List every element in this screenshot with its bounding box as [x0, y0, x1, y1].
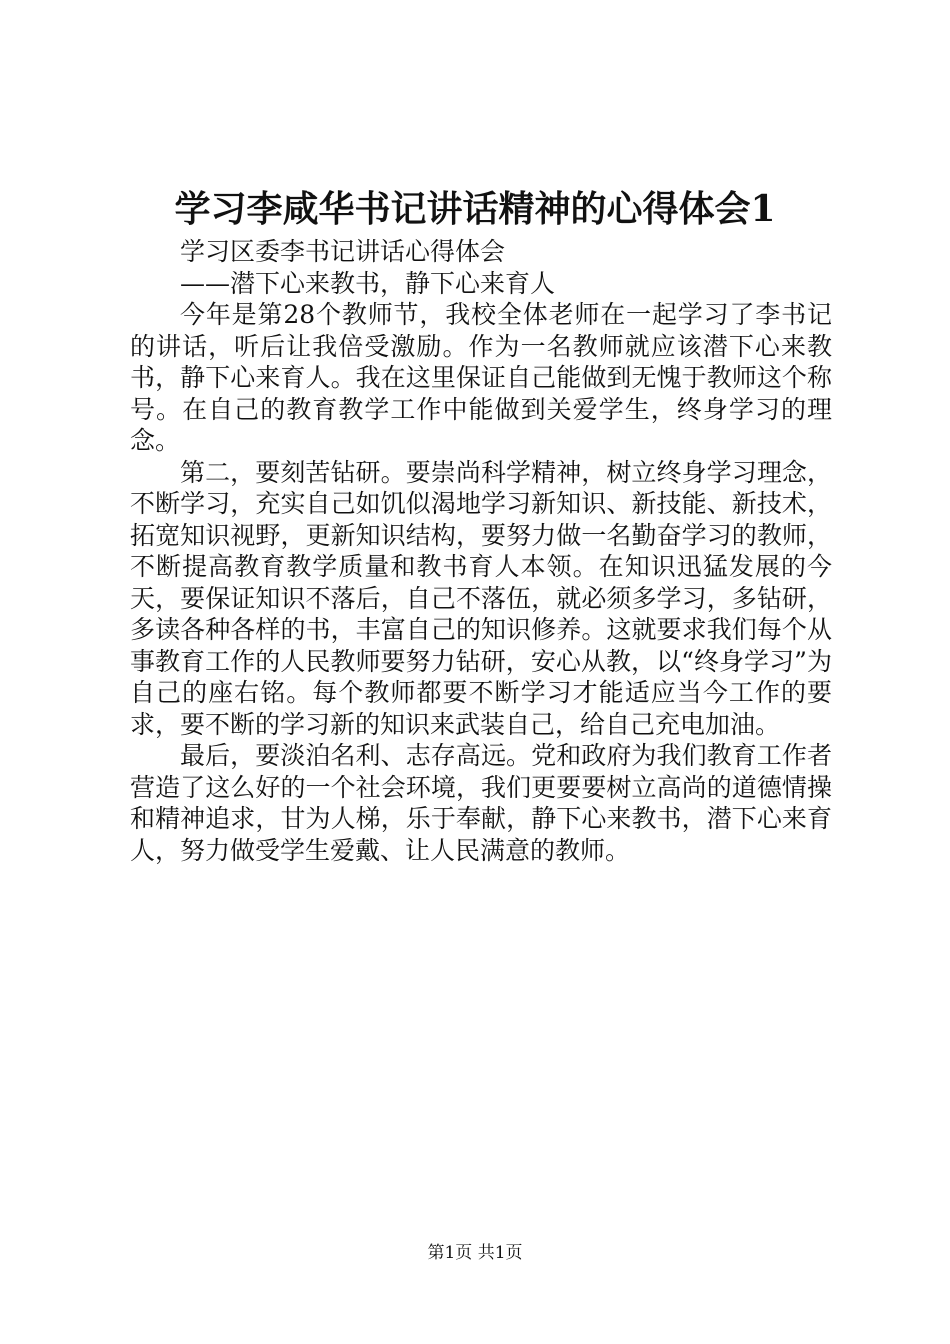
document-tagline: ——潜下心来教书，静下心来育人 — [180, 268, 556, 298]
document-title: 学习李咸华书记讲话精神的心得体会1 — [174, 188, 776, 230]
body-paragraph: 最后，要淡泊名利、志存高远。党和政府为我们教育工作者营造了这么好的一个社会环境，我们更要要树立高尚的道德情操和精神追求，甘为人梯，乐于奉献，静下心来教书，潜下心来育人，努力做受学生爱戴、让人民满意的教师。 — [130, 741, 832, 865]
page-number-footer: 第1页 共1页 — [427, 1243, 523, 1263]
body-paragraph: 第二，要刻苦钻研。要崇尚科学精神，树立终身学习理念，不断学习，充实自己如饥似渴地学习新知识、新技能、新技术，拓宽知识视野，更新知识结构，要努力做一名勤奋学习的教师，不断提高教育教学质量和教书育人本领。在知识迅猛发展的今天，要保证知识不落后，自己不落伍，就必须多学习，多钻研，多读各种各样的书，丰富自己的知识修养。这就要求我们每个从事教育工作的人民教师要努力钻研，安心从教，以“终身学习”为自己的座右铭。每个教师都要不断学习才能适应当今工作的要求，要不断的学习新的知识来武装自己，给自己充电加油。 — [130, 457, 832, 739]
document-body — [130, 236, 832, 866]
body-paragraph: 今年是第28个教师节，我校全体老师在一起学习了李书记的讲话，听后让我倍受激励。作为一名教师就应该潜下心来教书，静下心来育人。我在这里保证自己能做到无愧于教师这个称号。在自己的教育教学工作中能做到关爱学生，终身学习的理念。 — [130, 300, 832, 455]
document-subtitle: 学习区委李书记讲话心得体会 — [180, 237, 506, 266]
